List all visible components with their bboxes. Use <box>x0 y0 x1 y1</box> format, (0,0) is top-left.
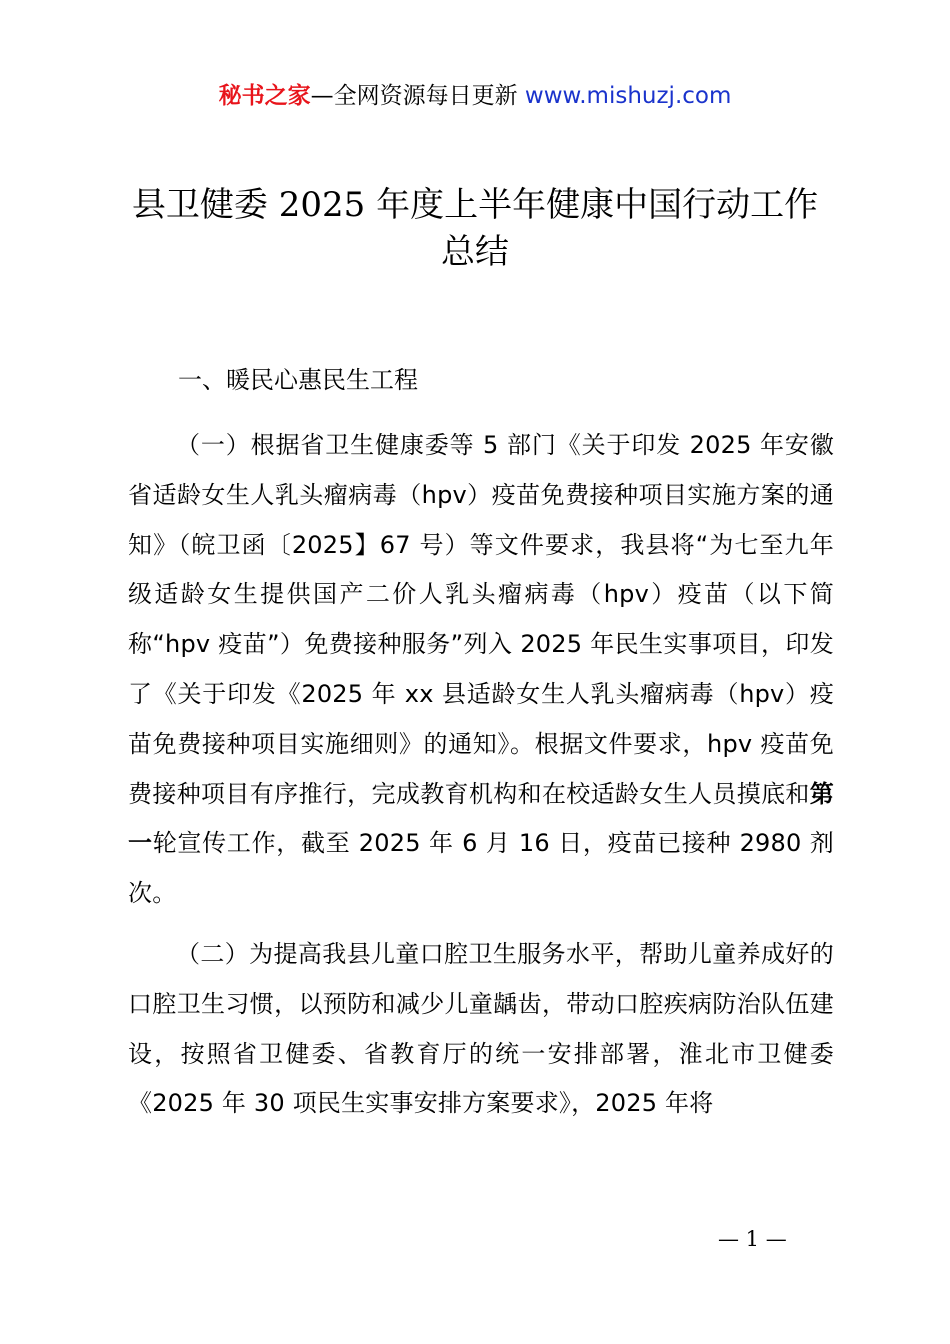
paragraph-1-text-start: （一）根据省卫生健康委等 5 部门《关于印发 2025 年安徽省适龄女生人乳头瘤病毒（hpv）疫苗免费接种项目实施方案的通知》（皖卫函〔2025】67 号）等文件要求，我县将“为七至九年级适龄女生提供国产二价人乳头瘤病毒（hpv）疫苗（以下简称“hpv 疫苗”）免费接种服务”列入 2025 年民生实事项目，印发了《关于印发《2025 年 xx 县适龄女生人乳头瘤病毒（hpv）疫苗免费接种项目实施细则》的通知》。根据文件要求，hpv 疫苗免费接种项目有序推行，完成教育机构和在校适龄女生人员摸底和 <box>128 431 834 808</box>
page-number: — 1 — <box>718 1227 787 1251</box>
document-title-line-2: 总结 <box>441 232 509 272</box>
paragraph-1-text-end: 轮宣传工作，截至 2025 年 6 月 16 日，疫苗已接种 2980 剂次。 <box>128 829 834 908</box>
document-title <box>100 182 850 276</box>
paragraph-1-bold-text: 第一 <box>128 779 834 858</box>
site-url-link[interactable]: www.mishuzj.com <box>524 83 732 109</box>
site-header <box>0 80 950 112</box>
site-tagline: —全网资源每日更新 <box>310 83 525 109</box>
body-paragraph-2: （二）为提高我县儿童口腔卫生服务水平，帮助儿童养成好的口腔卫生习惯，以预防和减少儿童龋齿，带动口腔疾病防治队伍建设，按照省卫健委、省教育厅的统一安排部署，淮北市卫健委《2025 年 30 项民生实事安排方案要求》，2025 年将 <box>128 940 834 1118</box>
site-brand-name: 秘书之家 <box>218 83 311 109</box>
body-paragraph-1 <box>128 421 834 919</box>
section-heading-1: 一、暖民心惠民生工程 <box>178 366 418 394</box>
document-title-line-1: 县卫健委 2025 年度上半年健康中国行动工作 <box>131 185 819 225</box>
